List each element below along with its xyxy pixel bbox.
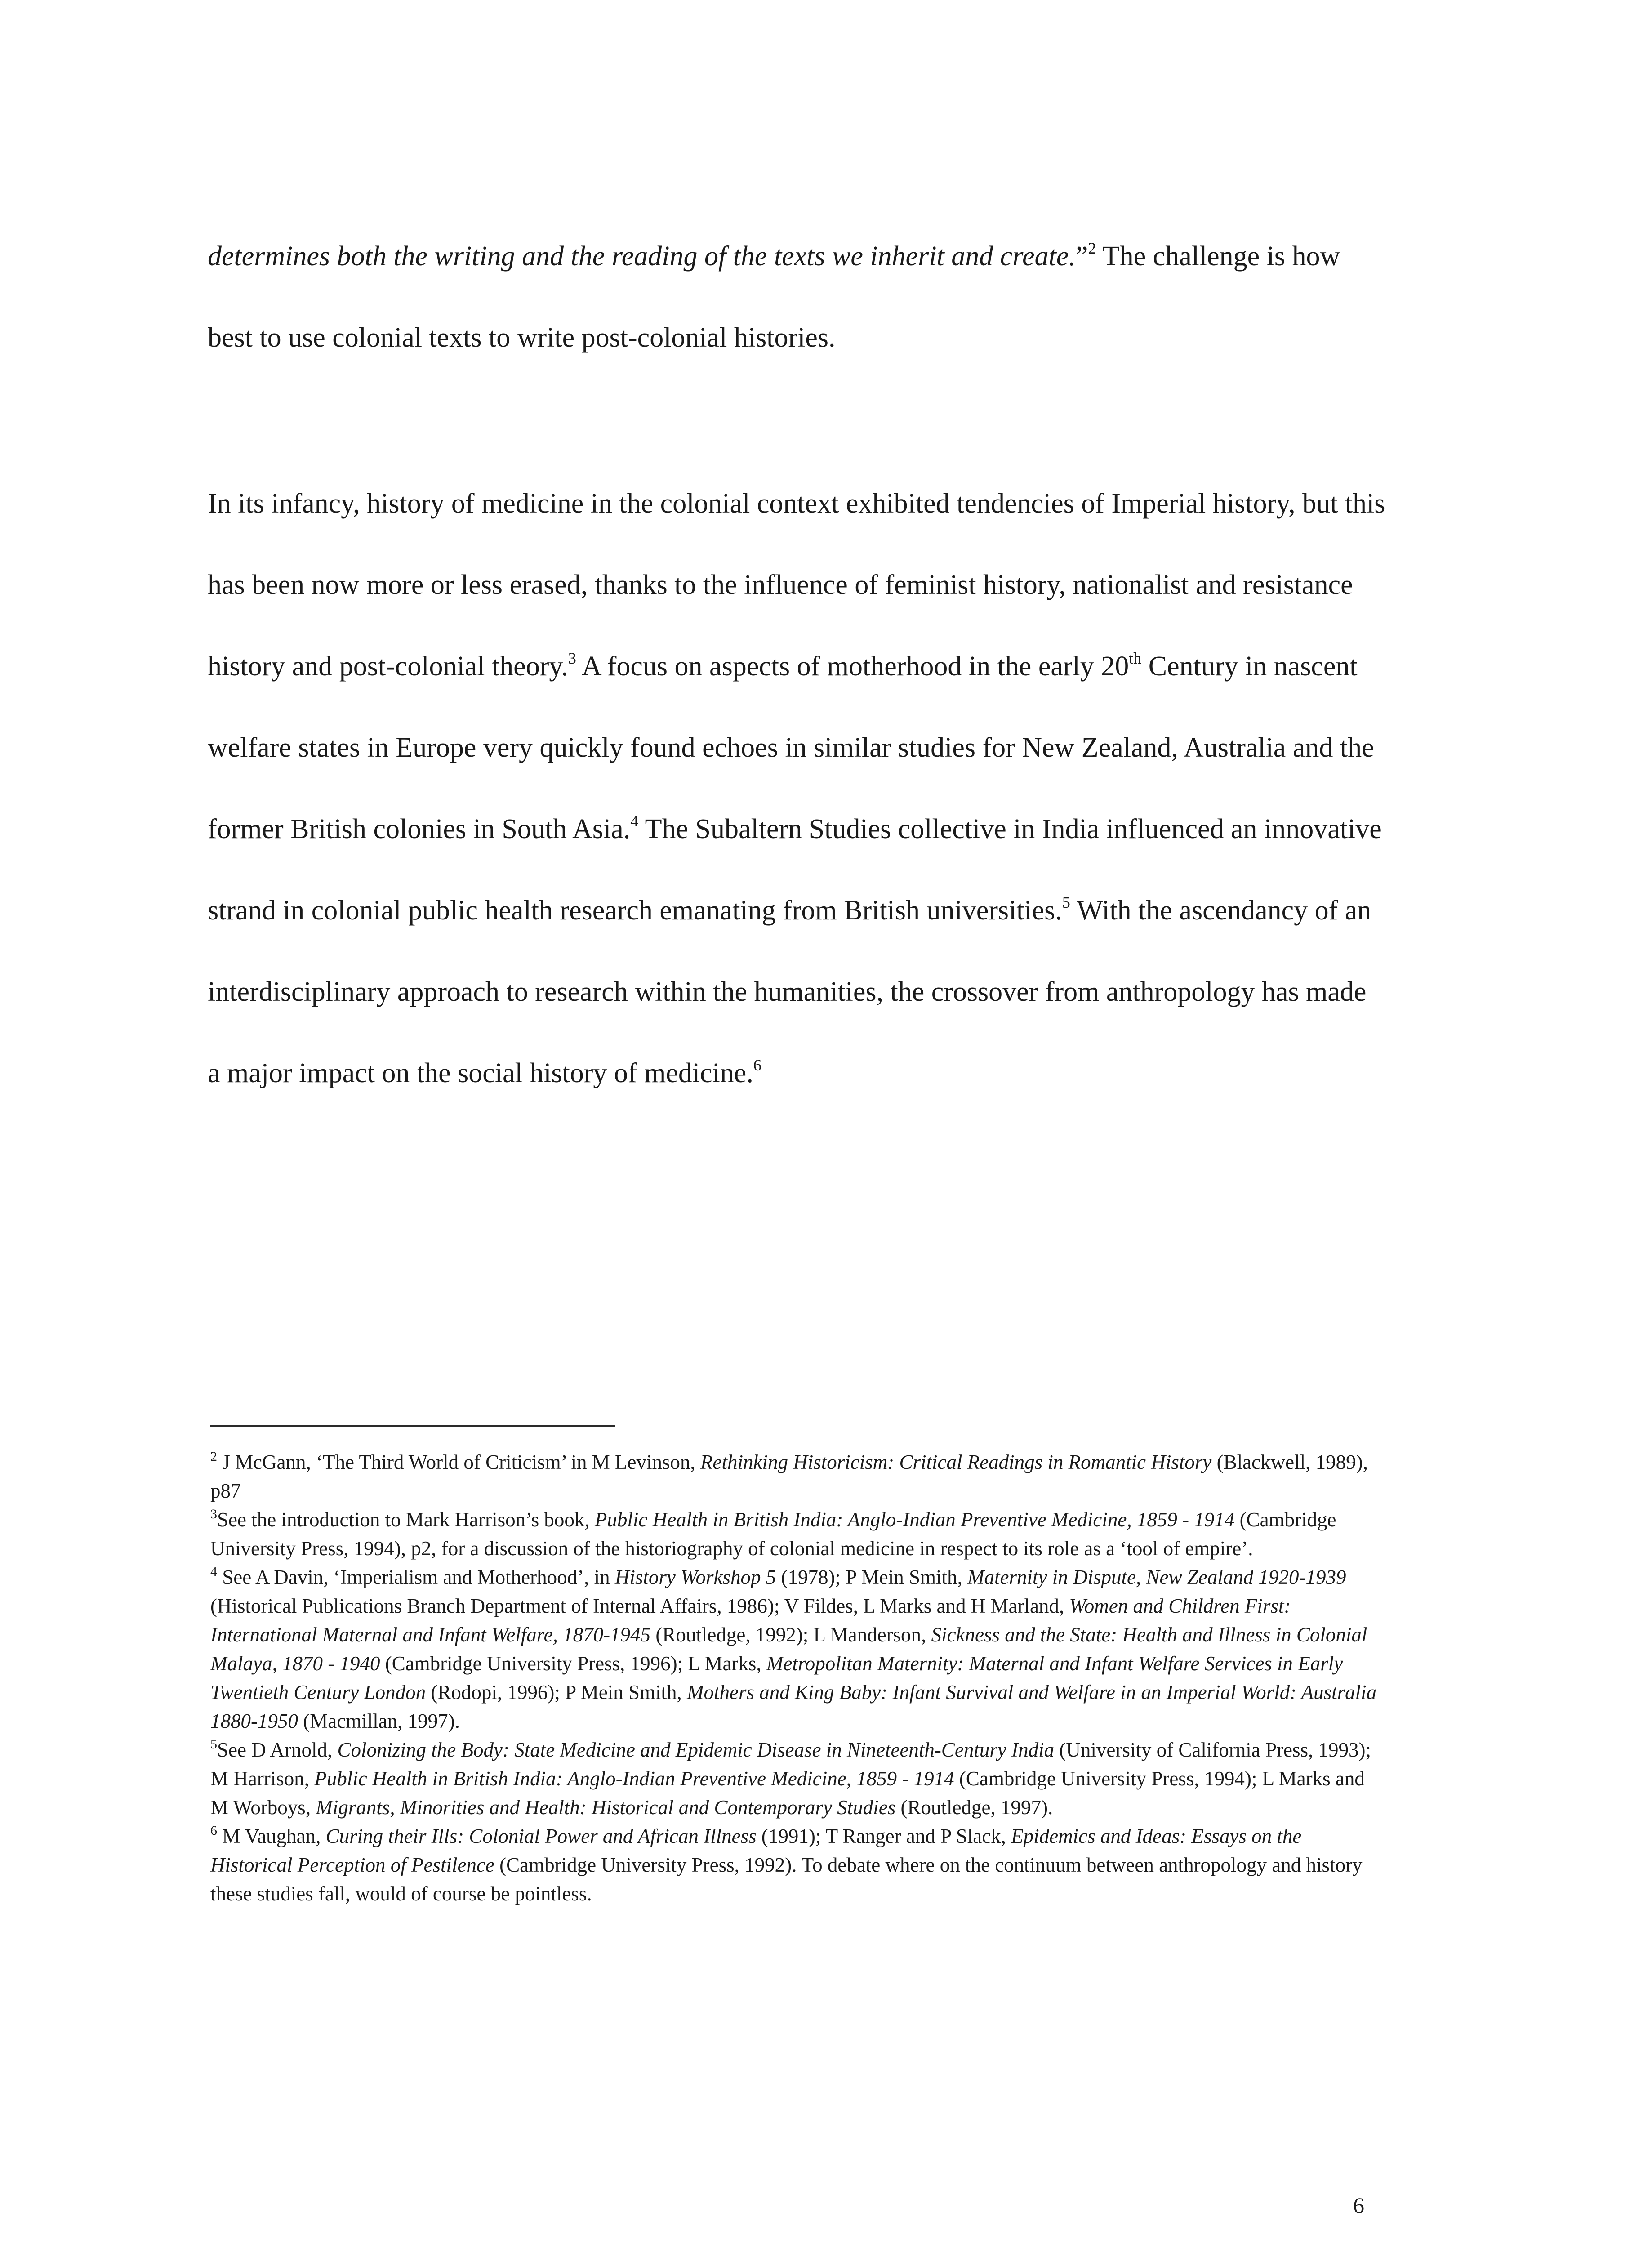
footnote-ref-3[interactable]: 3 bbox=[568, 649, 576, 668]
body-paragraph-1 bbox=[208, 216, 1385, 379]
footnote-number: 6 bbox=[210, 1823, 217, 1838]
footnote-text: M Vaughan, bbox=[217, 1825, 326, 1847]
footnote-ref-5[interactable]: 5 bbox=[1062, 893, 1070, 912]
footnote-text: (Macmillan, 1997). bbox=[298, 1710, 460, 1732]
footnote-text: (1991); T Ranger and P Slack, bbox=[756, 1825, 1011, 1847]
footnote-2 bbox=[210, 1448, 1379, 1505]
footnote-text: (Cambridge University Press, 1992). To debate where on the continuum between anthropology and history these studies fall, would of course be pointless. bbox=[210, 1854, 1363, 1905]
footnote-title: Migrants, Minorities and Health: Historical and Contemporary Studies bbox=[316, 1796, 896, 1819]
footnote-4 bbox=[210, 1563, 1379, 1735]
footnote-title: Maternity in Dispute, New Zealand 1920-1939 bbox=[967, 1566, 1346, 1588]
footnote-number: 4 bbox=[210, 1564, 217, 1579]
footnotes bbox=[210, 1448, 1379, 1908]
footnote-text: (Routledge, 1992); L Manderson, bbox=[650, 1624, 931, 1646]
quote-italic: determines both the writing and the reading of the texts we inherit and create. bbox=[208, 241, 1076, 272]
footnote-text: (1978); P Mein Smith, bbox=[776, 1566, 968, 1588]
footnote-title: Colonizing the Body: State Medicine and Epidemic Disease in Nineteenth-Century India bbox=[337, 1739, 1055, 1761]
footnote-title: Rethinking Historicism: Critical Readings in Romantic History bbox=[700, 1451, 1212, 1473]
footnote-6 bbox=[210, 1822, 1379, 1908]
page-number: 6 bbox=[1353, 2193, 1364, 2218]
closing-quote: ” bbox=[1075, 241, 1088, 272]
footnote-number: 5 bbox=[210, 1737, 217, 1752]
footnote-text: (University of California Press, 1993); M Harrison, bbox=[210, 1739, 1371, 1790]
paragraph-text: In its infancy, history of medicine in the colonial context exhibited tendencies of Imperial history, but this has been now more or less erased, thanks to the influence of feminist history, nationalist and resistance history and post-colonial theory. bbox=[208, 488, 1385, 682]
footnote-title: Metropolitan Maternity: Maternal and Infant Welfare Services in Early Twentieth Century London bbox=[210, 1652, 1343, 1704]
footnote-text: (Cambridge University Press, 1994); L Marks and M Worboys, bbox=[210, 1767, 1365, 1819]
paragraph-text: The Subaltern Studies collective in India influenced an innovative strand in colonial public health research emanating from British universities. bbox=[208, 814, 1382, 926]
footnote-title: History Workshop 5 bbox=[614, 1566, 776, 1588]
footnote-ref-6[interactable]: 6 bbox=[753, 1056, 761, 1075]
body-paragraph-2 bbox=[208, 463, 1385, 1114]
footnote-title: Curing their Ills: Colonial Power and African Illness bbox=[325, 1825, 757, 1847]
paragraph-text: The challenge is how best to use colonial texts to write post-colonial histories. bbox=[208, 241, 1340, 353]
footnote-text: See the introduction to Mark Harrison’s book, bbox=[217, 1508, 595, 1531]
footnote-title: Women and Children First: International Maternal and Infant Welfare, 1870-1945 bbox=[210, 1595, 1291, 1646]
paragraph-text: A focus on aspects of motherhood in the early 20 bbox=[576, 651, 1129, 682]
footnote-3 bbox=[210, 1505, 1379, 1563]
footnote-ref-2[interactable]: 2 bbox=[1088, 239, 1096, 258]
paragraph-text: With the ascendancy of an interdisciplinary approach to research within the humanities, the crossover from anthropology has made a major impact on the social history of medicine. bbox=[208, 895, 1371, 1088]
footnote-title: Mothers and King Baby: Infant Survival and Welfare in an Imperial World: Australia 1880-1950 bbox=[210, 1681, 1377, 1732]
footnote-title: Sickness and the State: Health and Illness in Colonial Malaya, 1870 - 1940 bbox=[210, 1624, 1367, 1675]
footnote-text: (Rodopi, 1996); P Mein Smith, bbox=[426, 1681, 687, 1704]
paragraph-text: Century in nascent welfare states in Europe very quickly found echoes in similar studies for New Zealand, Australia and the former British colonies in South Asia. bbox=[208, 651, 1374, 844]
ordinal-superscript: th bbox=[1129, 649, 1142, 668]
footnote-title: Public Health in British India: Anglo-Indian Preventive Medicine, 1859 - 1914 bbox=[314, 1767, 954, 1790]
footnote-text: (Cambridge University Press, 1996); L Marks, bbox=[380, 1652, 766, 1675]
footnote-ref-4[interactable]: 4 bbox=[630, 812, 639, 830]
footnote-text: (Historical Publications Branch Department of Internal Affairs, 1986); V Fildes, L Marks and H Marland, bbox=[210, 1595, 1069, 1617]
footnote-5 bbox=[210, 1735, 1379, 1822]
footnote-text: See A Davin, ‘Imperialism and Motherhood’, in bbox=[217, 1566, 615, 1588]
footnote-text: (Routledge, 1997). bbox=[895, 1796, 1053, 1819]
footnote-text: (Blackwell, 1989), p87 bbox=[210, 1451, 1368, 1502]
footnote-text: (Cambridge University Press, 1994), p2, for a discussion of the historiography of colonial medicine in respect to its role as a ‘tool of empire’. bbox=[210, 1508, 1336, 1560]
footnote-text: See D Arnold, bbox=[217, 1739, 338, 1761]
footnote-title: Public Health in British India: Anglo-Indian Preventive Medicine, 1859 - 1914 bbox=[594, 1508, 1235, 1531]
footnote-number: 3 bbox=[210, 1507, 217, 1521]
footnote-title: Epidemics and Ideas: Essays on the Historical Perception of Pestilence bbox=[210, 1825, 1302, 1876]
footnote-separator bbox=[210, 1425, 615, 1427]
footnote-number: 2 bbox=[210, 1449, 217, 1464]
footnote-text: J McGann, ‘The Third World of Criticism’ in M Levinson, bbox=[217, 1451, 700, 1473]
